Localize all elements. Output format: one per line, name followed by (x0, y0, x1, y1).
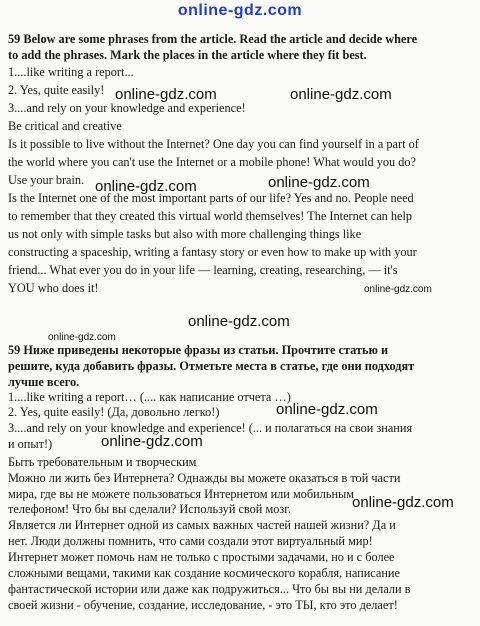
watermark: online-gdz.com (48, 332, 116, 343)
phrase-item: 1....like writing a report… (.... как написание отчета …) (8, 390, 291, 404)
article-line: сложными вещами, такими как создание космического корабля, написание (8, 566, 400, 580)
header-watermark: online-gdz.com (177, 2, 303, 19)
article-line: the world where you can't use the Internet or a mobile phone! What would you do? (8, 155, 417, 169)
watermark: online-gdz.com (290, 86, 392, 103)
phrase-item: 2. Yes, quite easily! (8, 83, 105, 97)
watermark: online-gdz.com (95, 178, 197, 195)
article-line: нет. Люди должны помнить, что сами создали этот виртуальный мир! (8, 534, 373, 548)
article-line: Is the Internet one of the most important parts of our life? Yes and no. People need (8, 191, 414, 205)
watermark: online-gdz.com (188, 313, 290, 330)
phrase-item: 1....like writing a report... (8, 65, 134, 79)
article-line: Можно ли жить без Интернета? Однажды вы можете оказаться в той части (8, 471, 401, 485)
watermark: online-gdz.com (101, 433, 203, 450)
article-line: constructing a spaceship, writing a fantasy story or even how to make up with your (8, 245, 417, 259)
watermark: online-gdz.com (268, 174, 370, 191)
article-line: Интернет может помочь нам не только с простыми задачами, но и с более (8, 550, 395, 564)
task-instruction-line: 59 Ниже приведены некоторые фразы из статьи. Прочтите статью и (8, 343, 389, 357)
article-line: us not only with simple tasks but also with more challenging things like (8, 227, 362, 241)
phrase-item: и опыт!) (8, 437, 53, 451)
watermark: online-gdz.com (364, 284, 432, 295)
article-line: YOU who does it! (8, 281, 99, 295)
article-line: мира, где вы не можете пользоваться Интернетом или мобильным (8, 487, 355, 501)
article-line: Use your brain. (8, 173, 85, 187)
article-line: своей жизни - обучение, создание, исследование, - это ТЫ, кто это делает! (8, 598, 398, 612)
watermark: online-gdz.com (276, 401, 378, 418)
article-line: телефоном! Что бы вы сделали? Используй свой мозг. (8, 502, 291, 516)
task-instruction-line: to add the phrases. Mark the places in the article where they fit best. (8, 48, 367, 62)
watermark: online-gdz.com (352, 494, 454, 511)
phrase-item: 3....and rely on your knowledge and experience! (... и полагаться на свои знания (8, 421, 413, 435)
article-title: Be critical and creative (8, 119, 122, 133)
article-line: to remember that they created this virtual world themselves! The Internet can help (8, 209, 413, 223)
article-line: Является ли Интернет одной из самых важных частей нашей жизни? Да и (8, 518, 396, 532)
task-instruction-line: решите, куда добавить фразы. Отметьте места в статье, где они подходят (8, 359, 415, 373)
article-line: friend... What ever you do in your life — learning, creating, researching, — it's (8, 263, 398, 277)
article-line: Is it possible to live without the Internet? One day you can find yourself in a part of (8, 137, 419, 151)
article-line: фантастической истории или даже как подружиться... Что бы вы ни делали в (8, 582, 411, 596)
watermark: online-gdz.com (115, 86, 217, 103)
phrase-item: 3....and rely on your knowledge and experience! (8, 101, 246, 115)
task-instruction-line: лучше всего. (8, 375, 80, 389)
task-instruction-line: 59 Below are some phrases from the article. Read the article and decide where (8, 32, 418, 46)
phrase-item: 2. Yes, quite easily! (Да, довольно легко!) (8, 405, 220, 419)
article-title: Быть требовательным и творческим (8, 455, 197, 469)
